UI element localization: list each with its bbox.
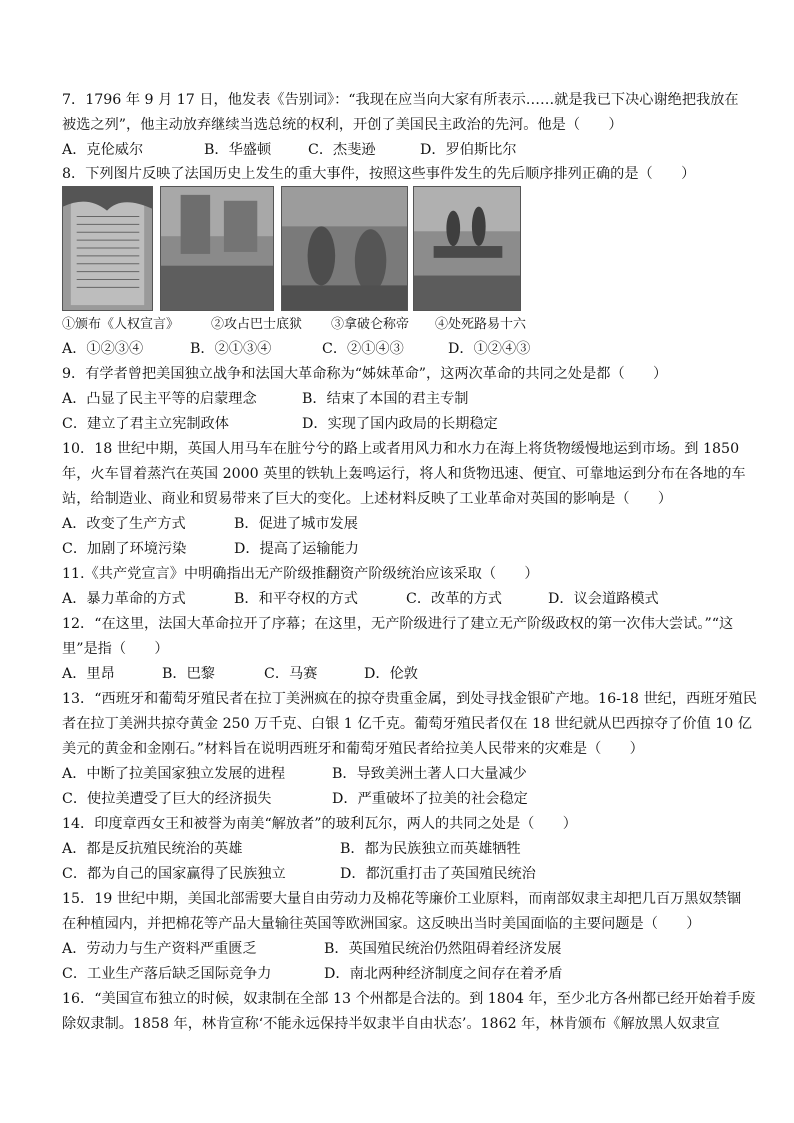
q11-option-b[interactable]: B．和平夺权的方式 (234, 591, 358, 607)
q13-option-c[interactable]: C．使拉美遭受了巨大的经济损失 (62, 791, 272, 807)
q7-option-c[interactable]: C．杰斐逊 (308, 142, 376, 158)
q14-option-b[interactable]: B．都为民族独立而英雄牺牲 (340, 841, 521, 857)
q8-caption-1: ①颁布《人权宣言》 (62, 317, 180, 332)
q15-option-d[interactable]: D．南北两种经济制度之间存在着矛盾 (324, 966, 563, 982)
q9-option-d[interactable]: D．实现了国内政局的长期稳定 (302, 416, 498, 432)
q15-stem-line-1: 15．19 世纪中期，美国北部需要大量自由劳动力及棉花等廉价工业原料，而南部奴隶主却把几百万黑奴禁锢 (62, 891, 742, 907)
q14-option-d[interactable]: D．都沉重打击了英国殖民统治 (340, 866, 536, 882)
q13-option-b[interactable]: B．导致美洲土著人口大量减少 (332, 766, 527, 782)
q12-option-d[interactable]: D．伦敦 (364, 666, 418, 682)
q16-stem-line-2: 除奴隶制。1858 年，林肯宣称‘不能永远保持半奴隶半自由状态’。1862 年，林肯颁布《解放黑人奴隶宣 (62, 1016, 720, 1032)
q12-stem-line-1: 12．“在这里，法国大革命拉开了序幕；在这里，无产阶级进行了建立无产阶级政权的第一次伟大尝试。”“这 (62, 616, 734, 632)
q8-option-c[interactable]: C．②①④③ (322, 341, 404, 357)
q8-picture-1 (62, 186, 153, 311)
q10-option-c[interactable]: C．加剧了环境污染 (62, 541, 187, 557)
q9-stem-line-1: 9．有学者曾把美国独立战争和法国大革命称为“姊妹革命”，这两次革命的共同之处是都（ ） (62, 366, 668, 382)
q10-stem-line-1: 10．18 世纪中期，英国人用马车在脏兮兮的路上或者用风力和水力在海上将货物缓慢地运到市场。到 1850 (62, 441, 740, 457)
q13-stem-line-1: 13．“西班牙和葡萄牙殖民者在拉丁美洲疯在的掠夺贵重金属，到处寻找金银矿产地。16-18 世纪，西班牙殖民 (62, 691, 757, 707)
q8-picture-3 (281, 186, 408, 311)
q10-option-a[interactable]: A．改变了生产方式 (62, 516, 186, 532)
q16-stem-line-1: 16．“美国宣布独立的时候，奴隶制在全部 13 个州都是合法的。到 1804 年，至少北方各州都已经开始着手废 (62, 991, 756, 1007)
q9-option-a[interactable]: A．凸显了民主平等的启蒙理念 (62, 391, 257, 407)
q8-option-d[interactable]: D．①②④③ (448, 341, 531, 357)
q8-picture-4 (413, 186, 521, 311)
q15-option-c[interactable]: C．工业生产落后缺乏国际竞争力 (62, 966, 272, 982)
q10-option-b[interactable]: B．促进了城市发展 (234, 516, 358, 532)
q7-option-b[interactable]: B．华盛顿 (204, 142, 272, 158)
q13-option-d[interactable]: D．严重破坏了拉美的社会稳定 (332, 791, 528, 807)
q8-option-b[interactable]: B．②①③④ (190, 341, 272, 357)
q14-option-a[interactable]: A．都是反抗殖民统治的英雄 (62, 841, 243, 857)
q14-option-c[interactable]: C．都为自己的国家赢得了民族独立 (62, 866, 286, 882)
q8-option-a[interactable]: A．①②③④ (62, 341, 144, 357)
q10-stem-line-3: 站，给制造业、商业和贸易带来了巨大的变化。上述材料反映了工业革命对英国的影响是（ ） (62, 491, 673, 507)
q11-option-c[interactable]: C．改革的方式 (406, 591, 502, 607)
q10-stem-line-2: 年，火车冒着蒸汽在英国 2000 英里的铁轨上轰鸣运行，将人和货物迅速、便宜、可靠地运到分布在各地的车 (62, 466, 746, 482)
q15-stem-line-2: 在种植园内，并把棉花等产品大量输往英国等欧洲国家。这反映出当时美国面临的主要问题是（ ） (62, 916, 701, 932)
q12-stem-line-2: 里”是指（ ） (62, 641, 169, 657)
q9-option-c[interactable]: C．建立了君主立宪制政体 (62, 416, 229, 432)
q11-option-a[interactable]: A．暴力革命的方式 (62, 591, 186, 607)
q15-option-a[interactable]: A．劳动力与生产资料严重匮乏 (62, 941, 257, 957)
q14-stem-line-1: 14．印度章西女王和被誉为南美“解放者”的玻利瓦尔，两人的共同之处是（ ） (62, 816, 577, 832)
q11-option-d[interactable]: D．议会道路模式 (548, 591, 659, 607)
q7-stem-line-2: 被选之列”，他主动放弃继续当选总统的权利，开创了美国民主政治的先河。他是（ ） (62, 117, 623, 133)
q8-caption-3: ③拿破仑称帝 (331, 317, 410, 332)
q13-stem-line-3: 美元的黄金和金刚石。”材料旨在说明西班牙和葡萄牙殖民者给拉美人民带来的灾难是（ ） (62, 741, 644, 757)
q12-option-a[interactable]: A．里昂 (62, 666, 115, 682)
q7-option-a[interactable]: A．克伦威尔 (62, 142, 144, 158)
q8-caption-2: ②攻占巴士底狱 (211, 317, 303, 332)
q7-stem-line-1: 7．1796 年 9 月 17 日，他发表《告别词》：“我现在应当向大家有所表示……就是我已下决心谢绝把我放在 (62, 92, 739, 108)
q11-stem-line-1: 11.《共产党宣言》中明确指出无产阶级推翻资产阶级统治应该采取（ ） (62, 566, 539, 582)
q9-option-b[interactable]: B．结束了本国的君主专制 (302, 391, 469, 407)
q13-stem-line-2: 者在拉丁美洲共掠夺黄金 250 万千克、白银 1 亿千克。葡萄牙殖民者仅在 18 世纪就从巴西掠夺了价值 10 亿 (62, 716, 752, 732)
q8-stem-line-1: 8．下列图片反映了法国历史上发生的重大事件，按照这些事件发生的先后顺序排列正确的是（ ） (62, 166, 696, 182)
q7-option-d[interactable]: D．罗伯斯比尔 (420, 142, 517, 158)
q13-option-a[interactable]: A．中断了拉美国家独立发展的进程 (62, 766, 286, 782)
q12-option-c[interactable]: C．马赛 (264, 666, 318, 682)
q12-option-b[interactable]: B．巴黎 (162, 666, 215, 682)
q15-option-b[interactable]: B．英国殖民统治仍然阻碍着经济发展 (324, 941, 562, 957)
q10-option-d[interactable]: D．提高了运输能力 (234, 541, 359, 557)
q8-caption-4: ④处死路易十六 (435, 317, 527, 332)
q8-picture-2 (160, 186, 274, 311)
